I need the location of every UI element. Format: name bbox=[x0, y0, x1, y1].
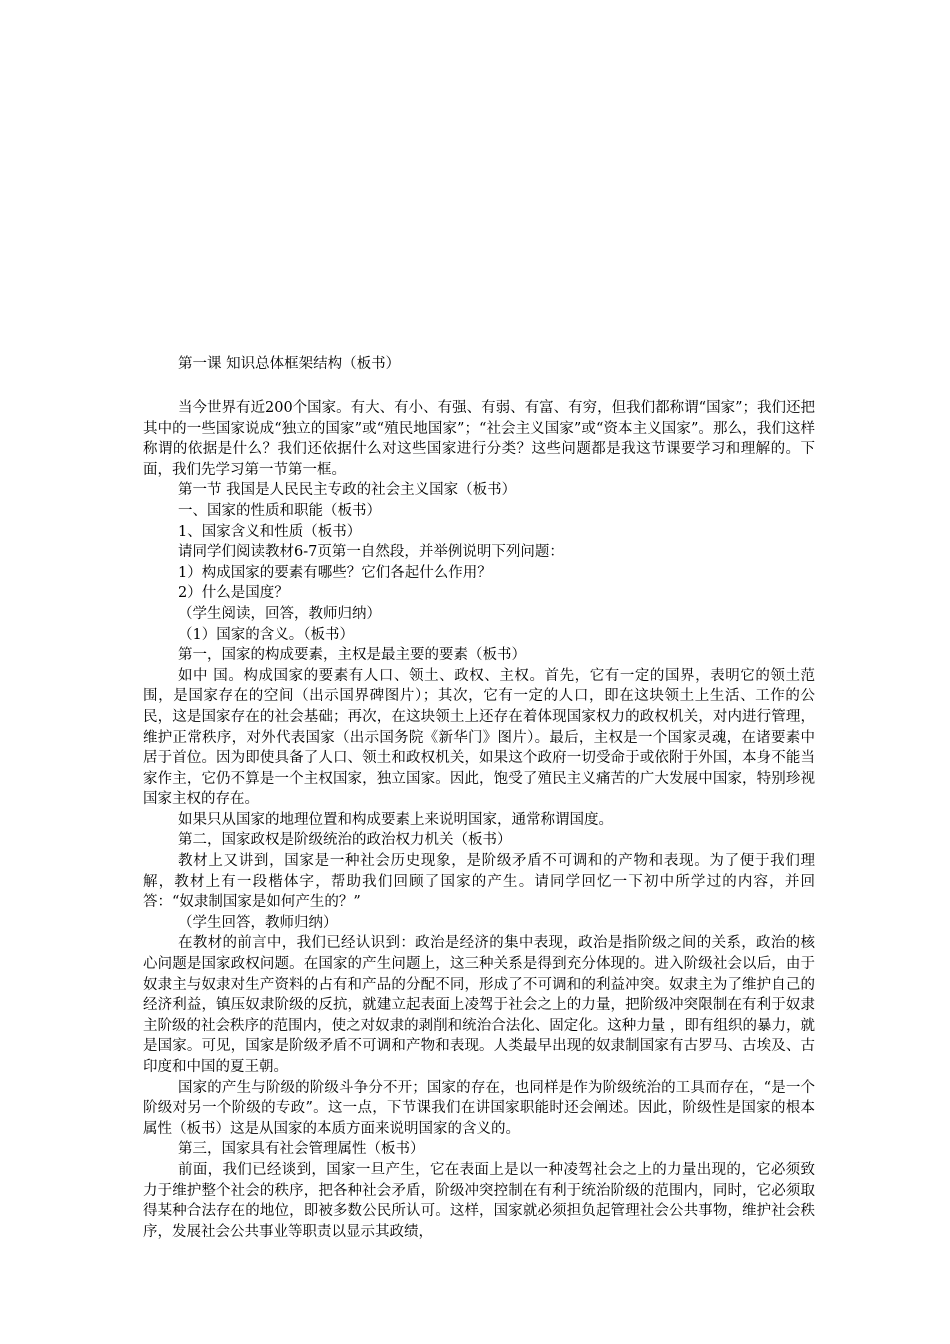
paragraph: （1）国家的含义。（板书） bbox=[178, 626, 354, 643]
paragraph: 如果只从国家的地理位置和构成要素上来说明国家，通常称谓国度。 bbox=[178, 811, 613, 828]
paragraph: 第一，国家的构成要素，主权是最主要的要素（板书） bbox=[178, 647, 526, 664]
paragraph: （学生阅读，回答，教师归纳） bbox=[178, 605, 381, 622]
paragraph: 当今世界有近200个国家。有大、有小、有强、有弱、有富、有穷，但我们都称谓“国家”；我们还把其中的一些国家说成“独立的国家”或“殖民地国家”；“社会主义国家”或“资本主义国家”。那么，我们这样称谓的依据是什么？我们还依据什么对这些国家进行分类？这些问题都是我这节课要学习和理解的。下面，我们先学习第一节第一框。 bbox=[143, 400, 815, 478]
paragraph: 请同学们阅读教材6-7页第一自然段，并举例说明下列问题： bbox=[178, 544, 564, 561]
paragraph: 国家的产生与阶级的阶级斗争分不开；国家的存在，也同样是作为阶级统治的工具而存在，“是一个阶级对另一个阶级的专政”。这一点，下节课我们在讲国家职能时还会阐述。因此，阶级性是国家的根本属性（板书）这是从国家的本质方面来说明国家的含义的。 bbox=[143, 1079, 815, 1137]
paragraph: 第三，国家具有社会管理属性（板书） bbox=[178, 1141, 425, 1158]
paragraph: 2）什么是国度？ bbox=[178, 585, 289, 602]
paragraph: 1、国家含义和性质（板书） bbox=[178, 523, 362, 540]
paragraph: 教材上又讲到，国家是一种社会历史现象，是阶级矛盾不可调和的产物和表现。为了便于我们理解，教材上有一段楷体字，帮助我们回顾了国家的产生。请同学回忆一下初中所学过的内容，并回答：“奴隶制国家是如何产生的？” bbox=[143, 853, 815, 911]
page-title: 第一课 知识总体框架结构（板书） bbox=[178, 356, 401, 372]
paragraph: 1）构成国家的要素有哪些？它们各起什么作用？ bbox=[178, 564, 492, 581]
paragraph: 前面，我们已经谈到，国家一旦产生，它在表面上是以一种凌驾社会之上的力量出现的，它必须致力于维护整个社会的秩序，把各种社会矛盾，阶级冲突控制在有利于统治阶级的范围内，同时，它必须取得某种合法存在的地位，即被多数公民所认可。这样，国家就必须担负起管理社会公共事物，维护社会秩序，发展社会公共事业等职责以显示其政绩， bbox=[143, 1161, 815, 1240]
paragraph: 如中 国。构成国家的要素有人口、领土、政权、主权。首先，它有一定的国界，表明它的领土范围，是国家存在的空间（出示国界碑图片）；其次，它有一定的人口，即在这块领土上生活、工作的公民，这是国家存在的社会基础；再次，在这块领土上还存在着体现国家权力的政权机关，对内进行管理，维护正常秩序，对外代表国家（出示国务院《新华门》图片）。最后，主权是一个国家灵魂，在诸要素中居于首位。因为即使具备了人口、领土和政权机关，如果这个政府一切受命于或依附于外国，本身不能当家作主，它仍不算是一个主权国家，独立国家。因此，饱受了殖民主义痛苦的广大发展中国家，特别珍视国家主权的存在。 bbox=[143, 667, 815, 808]
paragraph: 在教材的前言中，我们已经认识到：政治是经济的集中表现，政治是指阶级之间的关系，政治的核心问题是国家政权问题。在国家的产生问题上，这三种关系是得到充分体现的。进入阶级社会以后，由于奴隶主与奴隶对生产资料的占有和产品的分配不同，形成了不可调和的利益冲突。奴隶主为了维护自己的经济利益，镇压奴隶阶级的反抗，就建立起表面上凌驾于社会之上的力量，把阶级冲突限制在有利于奴隶主阶级的社会秩序的范围内，使之对奴隶的剥削和统治合法化、固定化。这种力量 ，即有组织的暴力，就是国家。可见，国家是阶级矛盾不可调和产物和表现。人类最早出现的奴隶制国家有古罗马、古埃及、古印度和中国的夏王朝。 bbox=[143, 935, 815, 1075]
document-body bbox=[143, 398, 815, 1242]
paragraph: 第一节 我国是人民民主专政的社会主义国家（板书） bbox=[178, 482, 517, 499]
paragraph: 第二，国家政权是阶级统治的政治权力机关（板书） bbox=[178, 832, 512, 849]
paragraph: （学生回答，教师归纳） bbox=[178, 914, 338, 931]
paragraph: 一、国家的性质和职能（板书） bbox=[178, 502, 381, 519]
